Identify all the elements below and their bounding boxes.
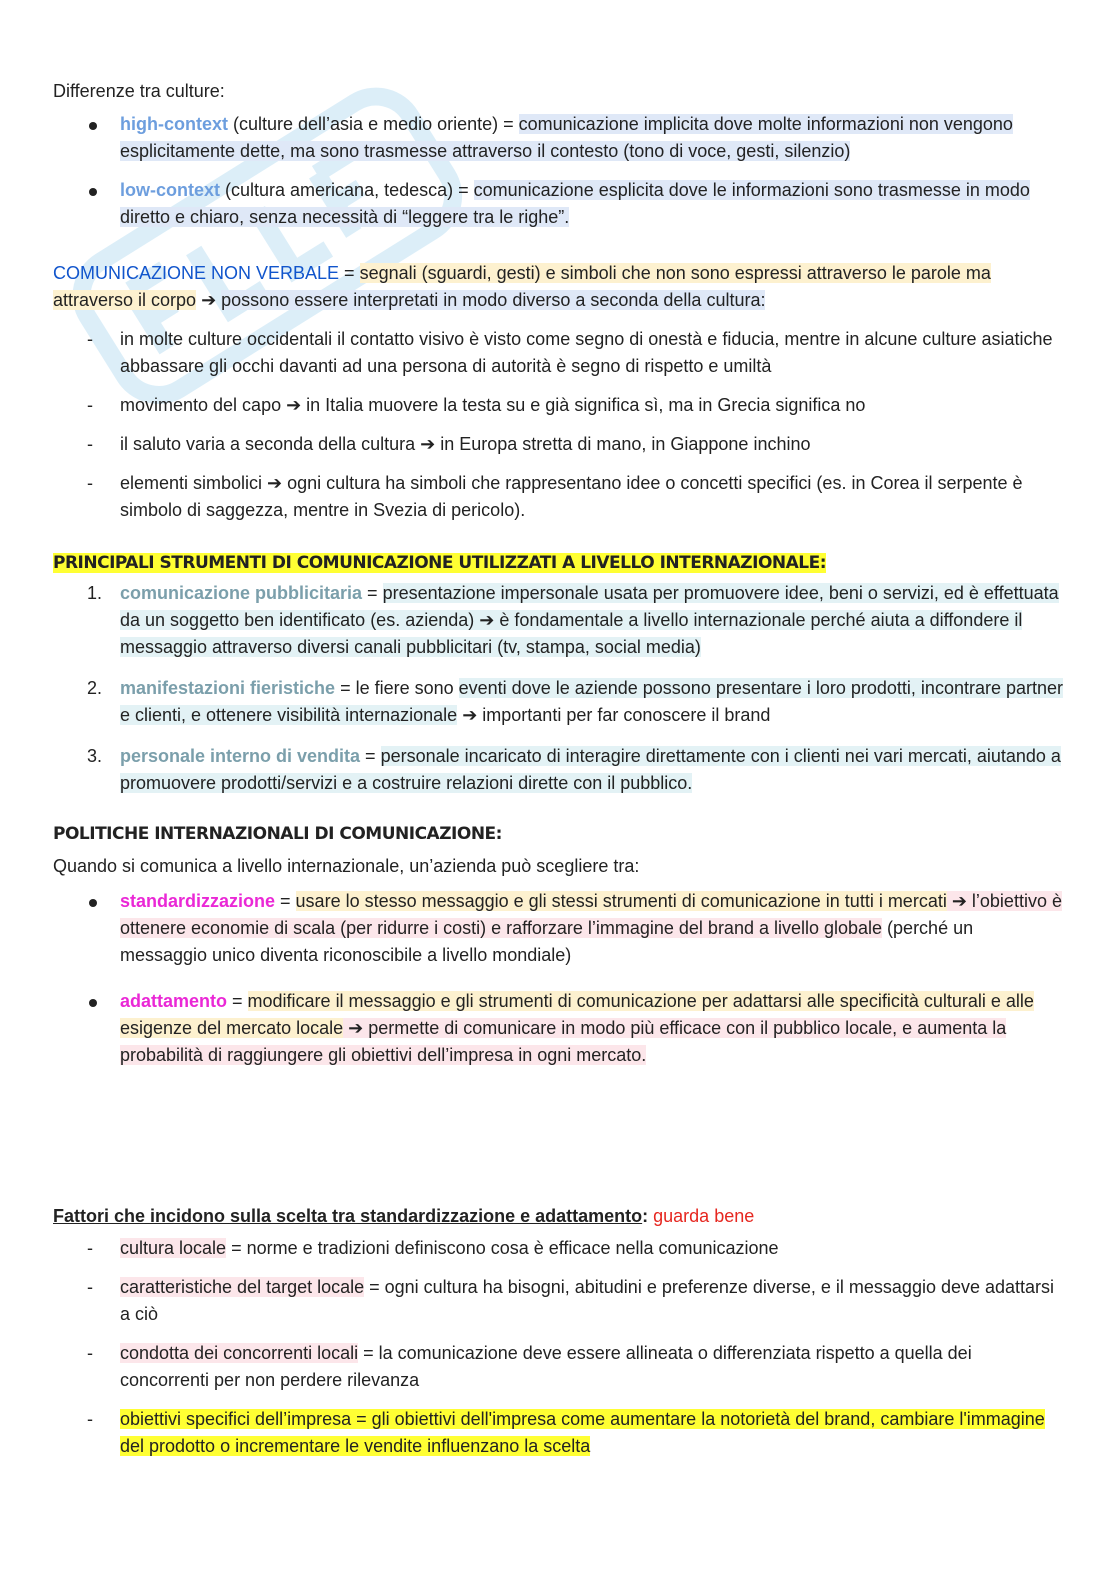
list-item-fieristiche: 2. manifestazioni fieristiche = le fiere sono eventi dove le aziende possono presentare i loro prodotti, incontrare partner e clienti, e ottenere visibilità internazionale ➔ importanti per far conoscere il brand	[87, 678, 1064, 725]
nonverbal-definition: COMUNICAZIONE NON VERBALE = segnali (sguardi, gesti) e simboli che non sono espressi attraverso le parole ma attraverso il corpo ➔ possono essere interpretati in modo diverso a seconda della cultura:	[53, 263, 991, 310]
list-item-high-context: high-context (culture dell’asia e medio oriente) = comunicazione implicita dove molte informazioni non vengono esplicitamente dette, ma sono trasmesse attraverso il contesto (tono di voce, gesti, silenzio)	[53, 111, 1063, 165]
list-item-target-locale: - caratteristiche del target locale = ogni cultura ha bisogni, abitudini e preferenze diverse, e il messaggio deve adattarsi a ciò	[87, 1277, 1055, 1324]
list-item: - movimento del capo ➔ in Italia muovere la testa su e già significa sì, ma in Grecia significa no	[87, 395, 866, 415]
nonverbal-list	[53, 326, 1063, 524]
list-item-standardizzazione: standardizzazione = usare lo stesso messaggio e gli stessi strumenti di comunicazione in tutti i mercati ➔ l’obiettivo è ottenere economie di scala (per ridurre i costi) e rafforzare l’immagine del brand a livello globale (perché un messaggio unico diventa riconoscibile a livello mondiale)	[53, 888, 1063, 969]
list-item-obiettivi: - obiettivi specifici dell’impresa = gli obiettivi dell'impresa come aumentare la notorietà del brand, cambiare l'immagine del prodotto o incrementare le vendite influenzano la scelta	[87, 1409, 1045, 1456]
context-list	[53, 111, 1063, 231]
list-item-adattamento: adattamento = modificare il messaggio e gli strumenti di comunicazione per adattarsi alle specificità culturali e alle esigenze del mercato locale ➔ permette di comunicare in modo più efficace con il pubblico locale, e aumenta la probabilità di raggiungere gli obiettivi dell’impresa in ogni mercato.	[53, 988, 1063, 1069]
section-title-strumenti: PRINCIPALI STRUMENTI DI COMUNICAZIONE UTILIZZATI A LIVELLO INTERNAZIONALE:	[53, 553, 827, 573]
policies-list	[53, 888, 1063, 1069]
list-item: - il saluto varia a seconda della cultura ➔ in Europa stretta di mano, in Giappone inchino	[87, 434, 811, 454]
factors-list	[53, 1235, 1063, 1460]
tools-list	[53, 580, 1063, 797]
politiche-intro: Quando si comunica a livello internazionale, un’azienda può scegliere tra:	[53, 856, 640, 876]
section-title-politiche: POLITICHE INTERNAZIONALI DI COMUNICAZIONE:	[53, 824, 502, 844]
list-item-vendita: 3. personale interno di vendita = personale incaricato di interagire direttamente con i clienti nei vari mercati, aiutando a promuovere prodotti/servizi e a costruire relazioni dirette con il pubblico.	[87, 746, 1061, 793]
section-title-fattori: Fattori che incidono sulla scelta tra standardizzazione e adattamento: guarda bene	[53, 1206, 755, 1226]
list-item-low-context: low-context (cultura americana, tedesca) = comunicazione esplicita dove le informazioni sono trasmesse in modo diretto e chiaro, senza necessità di “leggere tra le righe”.	[53, 177, 1063, 231]
list-item: - in molte culture occidentali il contatto visivo è visto come segno di onestà e fiducia, mentre in alcune culture asiatiche abbassare gli occhi davanti ad una persona di autorità è segno di rispetto e umiltà	[87, 329, 1053, 376]
document-page	[53, 78, 1063, 1460]
list-item: - elementi simbolici ➔ ogni cultura ha simboli che rappresentano idee o concetti specifici (es. in Corea il serpente è simbolo di saggezza, mentre in Svezia di pericolo).	[87, 473, 1023, 520]
list-item-cultura-locale: - cultura locale = norme e tradizioni definiscono cosa è efficace nella comunicazione	[87, 1238, 779, 1258]
section-title-differenze: Differenze tra culture:	[53, 81, 225, 101]
list-item-concorrenti: - condotta dei concorrenti locali = la comunicazione deve essere allineata o differenziata rispetto a quella dei concorrenti per non perdere rilevanza	[87, 1343, 972, 1390]
list-item-pubblicitaria: 1. comunicazione pubblicitaria = presentazione impersonale usata per promuovere idee, beni o servizi, ed è effettuata da un soggetto ben identificato (es. azienda) ➔ è fondamentale a livello internazionale perché aiuta a diffondere il messaggio attraverso diversi canali pubblicitari (tv, stampa, social media)	[87, 583, 1059, 657]
